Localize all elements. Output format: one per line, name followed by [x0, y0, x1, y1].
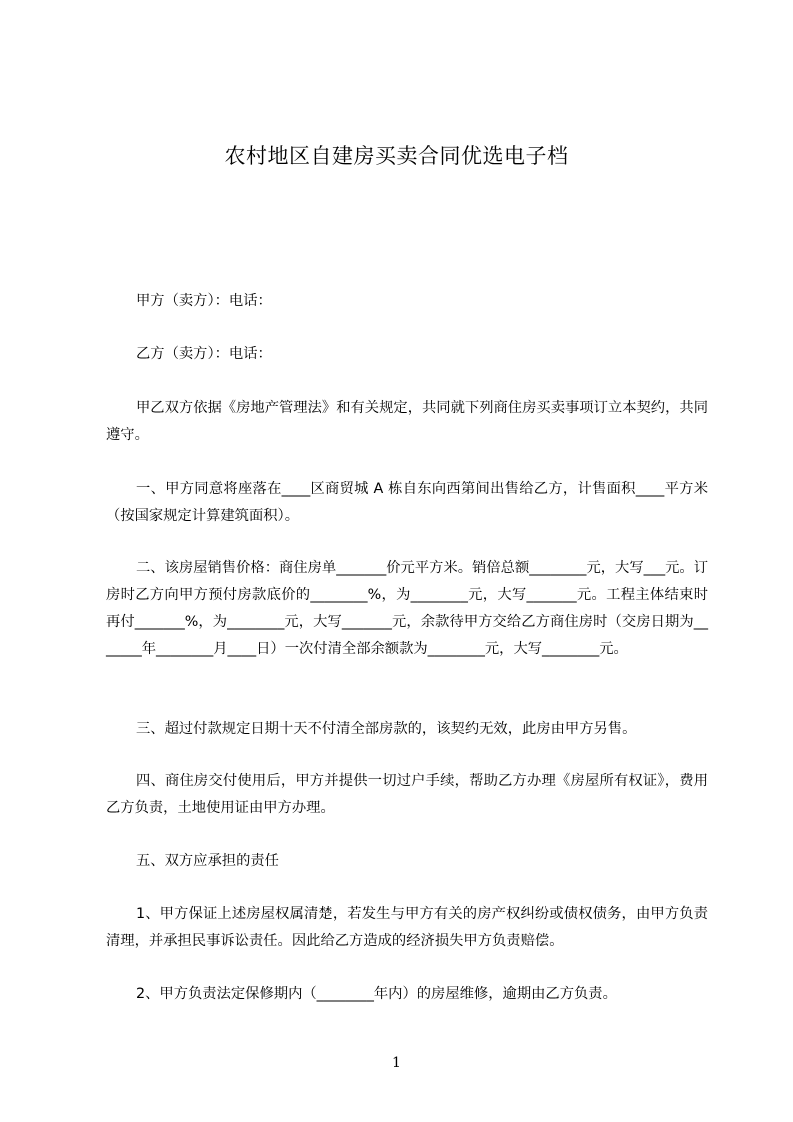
clause-5-1-paragraph: 1、甲方保证上述房屋权属清楚，若发生与甲方有关的房产权纠纷或债权债务，由甲方负责清理，并承担民事诉讼责任。因此给乙方造成的经济损失甲方负责赔偿。	[106, 906, 708, 949]
clause-2-paragraph: 二、该房屋销售价格：商住房单_______价元平方米。销倍总额________元，大写___元。订房时乙方向甲方预付房款底价的________%，为________元，大写_______元。工程主体结束时再付_______%，为________元，大写_______元，余款待甲方交给乙方商住房时（交房日期为_______年________月____日）一次付清全部余额款为________元，大写________元。	[106, 560, 708, 657]
clause-1-paragraph: 一、甲方同意将座落在____区商贸城 A 栋自东向西第间出售给乙方，计售面积____平方米（按国家规定计算建筑面积）。	[106, 481, 708, 524]
clause-5-2-paragraph: 2、甲方负责法定保修期内（________年内）的房屋维修，逾期由乙方负责。	[136, 986, 617, 1002]
page-number: 1	[392, 1055, 401, 1071]
document-title: 农村地区自建房买卖合同优选电子档	[224, 144, 569, 168]
clause-3-paragraph: 三、超过付款规定日期十天不付清全部房款的，该契约无效，此房由甲方另售。	[136, 721, 637, 737]
preamble-paragraph: 甲乙双方依据《房地产管理法》和有关规定，共同就下列商住房买卖事项订立本契约，共同遵守。	[106, 400, 708, 443]
clause-4-paragraph: 四、商住房交付使用后，甲方并提供一切过户手续，帮助乙方办理《房屋所有权证》，费用乙方负责，土地使用证由甲方办理。	[106, 773, 708, 816]
party-a-line: 甲方（卖方）：电话：	[136, 293, 272, 309]
clause-5-heading: 五、双方应承担的责任	[136, 853, 279, 869]
party-b-line: 乙方（卖方）：电话：	[136, 346, 272, 362]
